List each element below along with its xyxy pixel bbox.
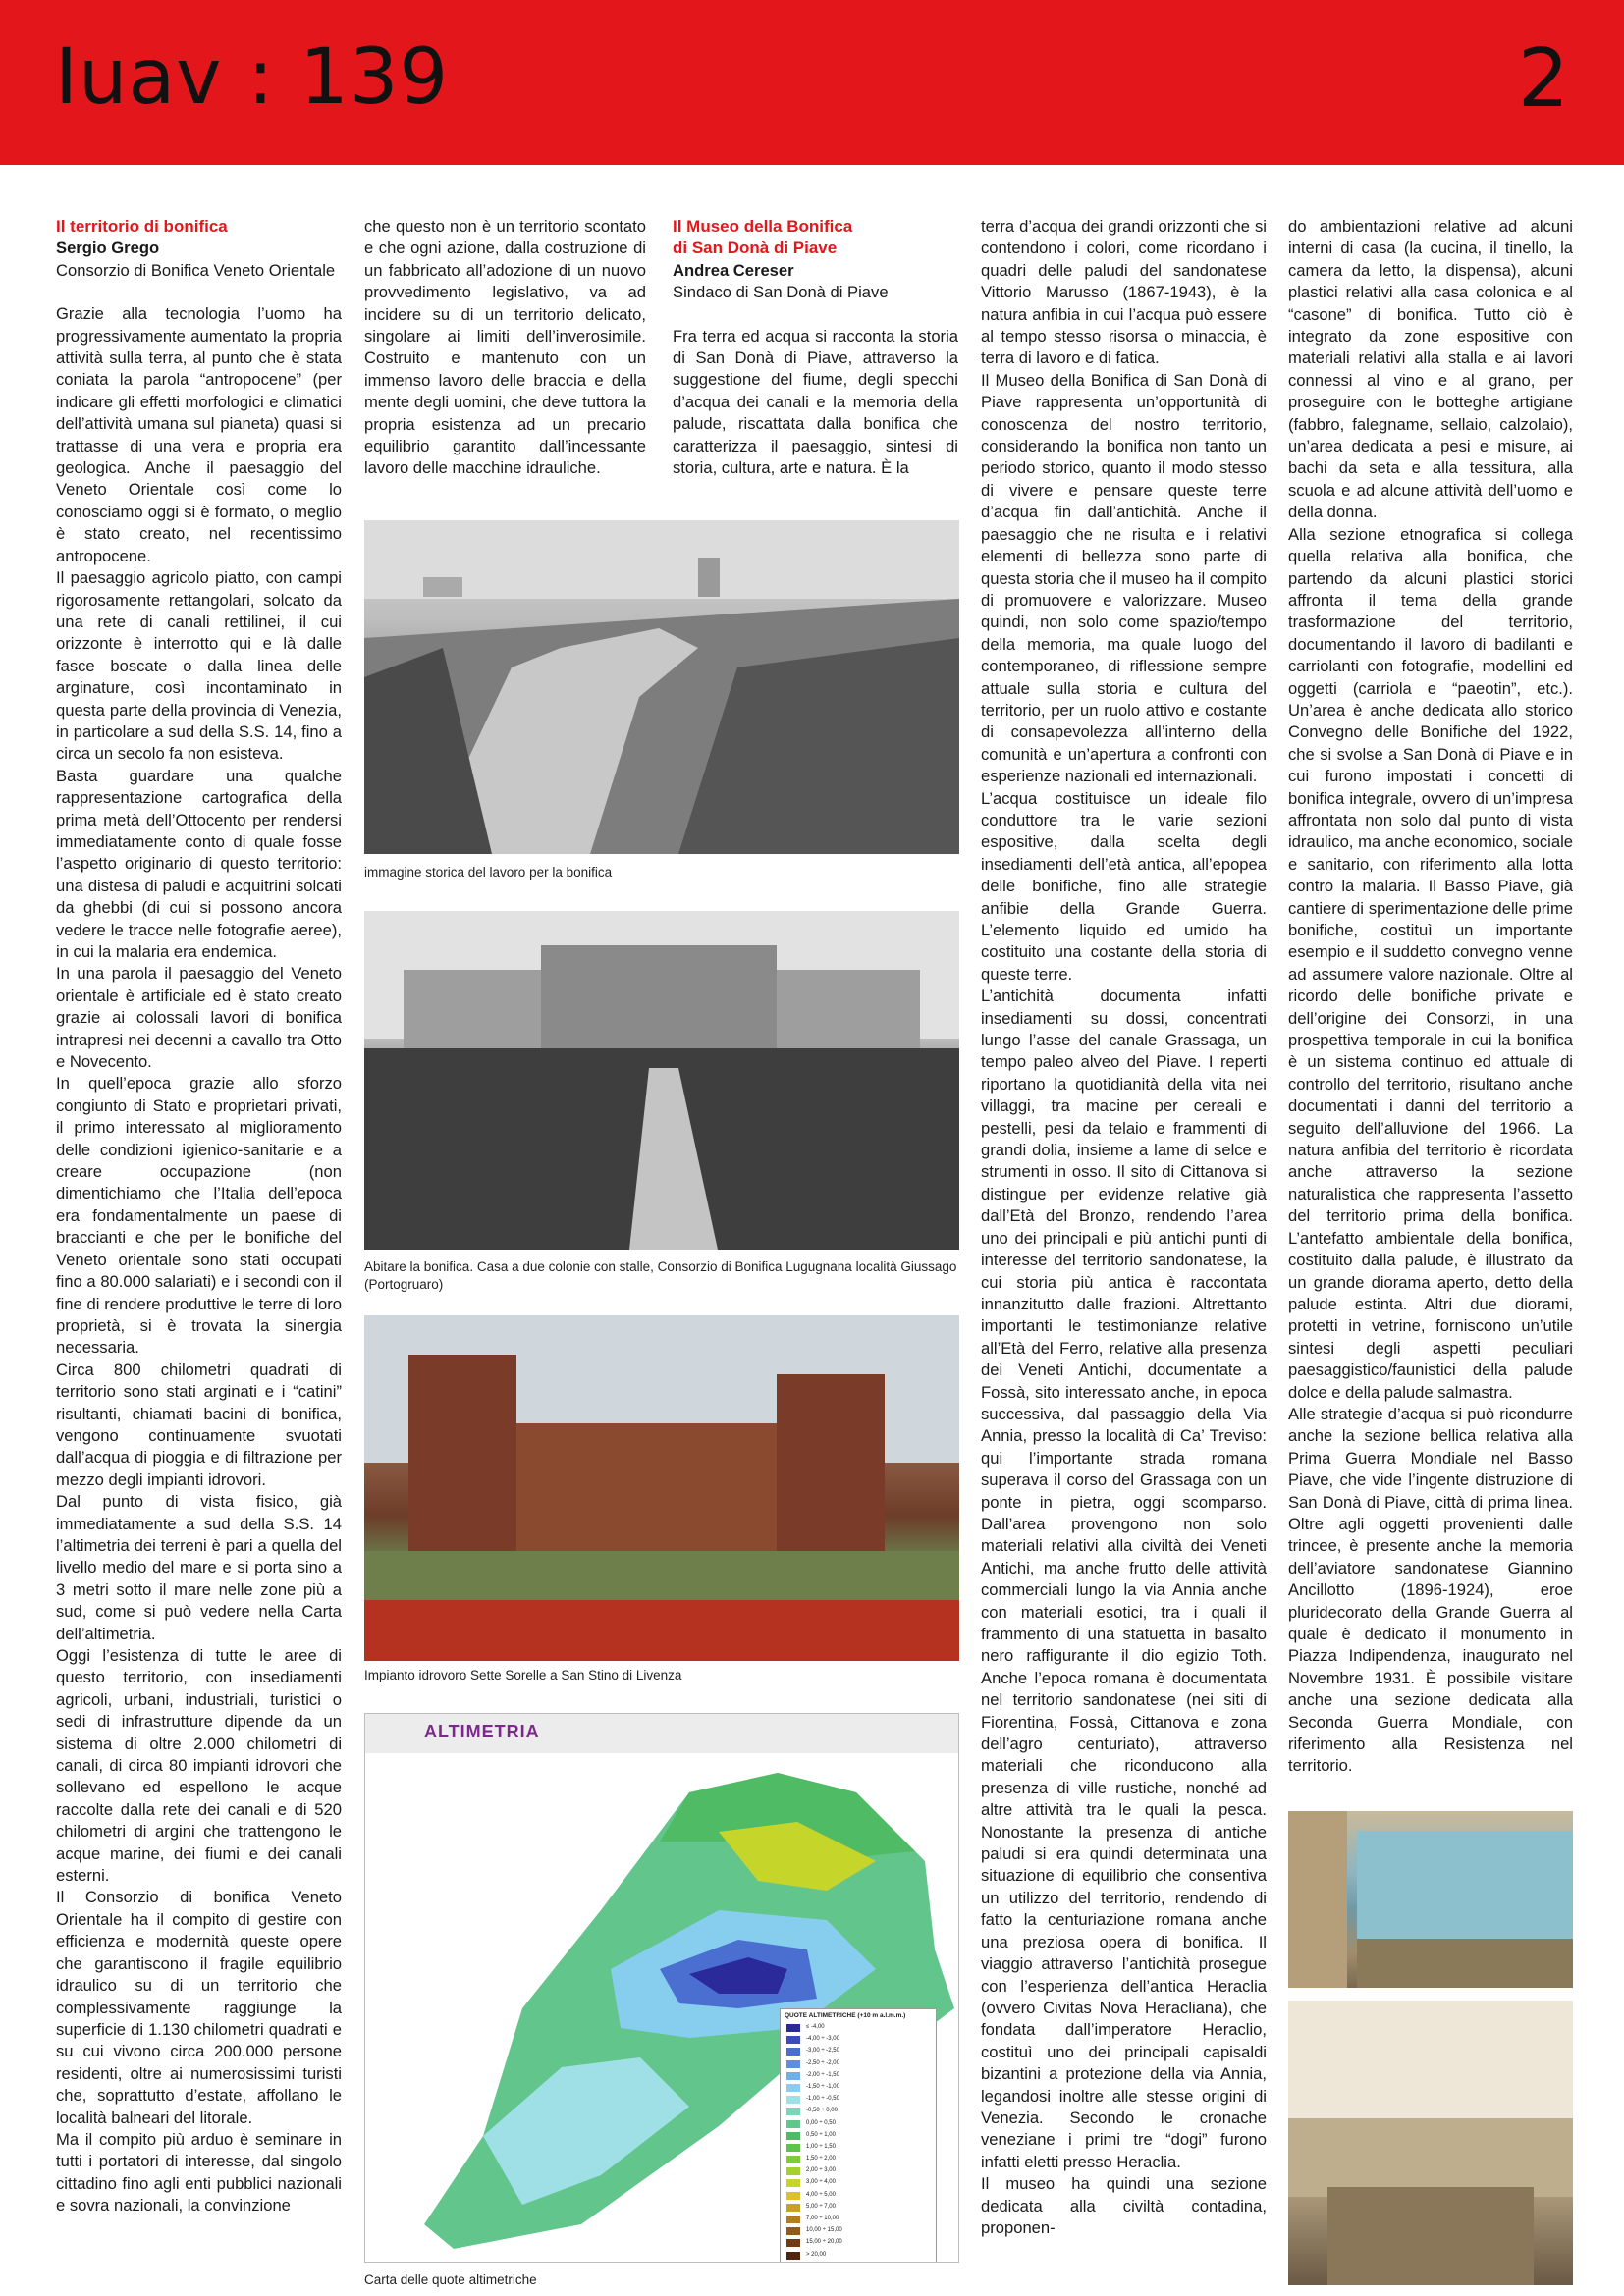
article1-title: Il territorio di bonifica: [56, 217, 228, 236]
figure-caption: immagine storica del lavoro per la bonifica: [364, 865, 613, 880]
legend-row: [781, 2046, 936, 2057]
article1-paragraph: Circa 800 chilometri quadrati di territorio sono stati arginati e i “catini” risultanti, chiamati bacini di bonifica, vengono continuamente svuotati dall’acqua di pioggia e di filtrazione per mezzo degli impianti idrovori.: [56, 1360, 342, 1489]
article1-paragraph: Basta guardare una qualche rappresentazione cartografica della prima metà dell’Ottocento per rendersi immediatamente conto di quale fosse l’aspetto originario di questo territorio: una distesa di paludi e acquitrini solcati da ghebbi (di cui si possono ancora vedere le tracce nelle fotografie aeree), in cui la malaria era endemica.: [56, 766, 342, 961]
article1-paragraph: In una parola il paesaggio del Veneto orientale è artificiale ed è stato creato grazie ai colossali lavori di bonifica intrapresi nei decenni a cavallo tra Otto e Novecento.: [56, 964, 342, 1072]
legend-label: 1,00 ÷ 1,50: [806, 2143, 836, 2150]
legend-row: [781, 2202, 936, 2214]
figure-caption: Impianto idrovoro Sette Sorelle a San Stino di Livenza: [364, 1668, 682, 1682]
legend-rows: [781, 2022, 936, 2262]
article2-paragraph: do ambientazioni relative ad alcuni interni di casa (la cucina, il tinello, la camera da letto, la dispensa), alcuni plastici relativi alla casa colonica e al “casone” di bonifica. Tutto ciò è integrato da zone espositive con materiali relativi alla stalla e ai lavori connessi al vino e al grano, per proseguire con le botteghe artigiane (fabbro, falegname, sellaio, calzolaio), un’area dedicata a pesi e misure, ai bachi da seta e alla tessitura, alla scuola e ad alcune attività dell’uomo e della donna.: [1288, 217, 1573, 522]
article1-paragraph: che questo non è un territorio scontato e che ogni azione, dalla costruzione di un fabbricato all’adozione di un nuovo provvedimento legislativo, va ad incidere su di un territorio delicato, singolare ai limiti dell’inverosimile. Costruito e mantenuto con un immenso lavoro delle braccia e della mente degli uomini, che deve tuttora la propria esistenza ad un precario equilibrio garantito dall’incessante lavoro delle macchine idrauliche.: [364, 217, 646, 478]
legend-swatch: [786, 2084, 800, 2092]
legend-label: > 20,00: [806, 2251, 827, 2258]
legend-row: [781, 2214, 936, 2225]
article1-paragraph: Grazie alla tecnologia l’uomo ha progressivamente aumentato la propria attività sulla terra, al punto che è stata coniata la parola “antropocene” (per indicare gli effetti morfologici e climatici dell’attività umana sul pianeta) quasi si trattasse di una vera e propria era geologica. Anche il paesaggio del Veneto Orientale così come lo conosciamo oggi si è formato, o meglio è stato creato, nel recentissimo antropocene.: [56, 304, 342, 565]
legend-row: [781, 2058, 936, 2070]
legend-swatch: [786, 2156, 800, 2163]
legend-swatch: [786, 2227, 800, 2235]
legend-label: 10,00 ÷ 15,00: [806, 2227, 842, 2234]
article2-paragraph: Alle strategie d’acqua si può ricondurre anche la sezione bellica relativa alla Prima Guerra Mondiale nel Basso Piave, che vide l’ingente distruzione di San Donà di Piave, città di prima linea. Oltre agli oggetti provenienti dalle trincee, è presente anche la memoria dell’aviatore sandonatese Giannino Ancillotto (1896-1924), eroe pluridecorato della Grande Guerra al quale è dedicato il monumento in Piazza Indipendenza, inaugurato nel Novembre 1931. È possibile visitare anche una sezione dedicata alla Seconda Guerra Mondiale, con riferimento alla Resistenza nel territorio.: [1288, 1404, 1573, 1776]
legend-row: [781, 2142, 936, 2154]
article2-affiliation: Sindaco di San Donà di Piave: [673, 283, 889, 302]
farmhouse-photo: [364, 911, 959, 1250]
article1-column-1: [56, 216, 342, 2277]
legend-label: -2,50 ÷ -2,00: [806, 2059, 839, 2066]
legend-label: 0,00 ÷ 0,50: [806, 2119, 836, 2126]
legend-swatch: [786, 2204, 800, 2212]
legend-swatch: [786, 2144, 800, 2152]
legend-swatch: [786, 2132, 800, 2140]
legend-label: -0,50 ÷ 0,00: [806, 2108, 838, 2114]
legend-swatch: [786, 2072, 800, 2080]
historical-canal-work-photo: [364, 520, 959, 854]
legend-swatch: [786, 2060, 800, 2068]
legend-label: 0,50 ÷ 1,00: [806, 2131, 836, 2138]
legend-row: [781, 2094, 936, 2106]
map-title: ALTIMETRIA: [424, 1722, 540, 1741]
legend-swatch: [786, 2179, 800, 2187]
article2-author: Andrea Cereser: [673, 260, 794, 280]
page-number: 2: [1517, 32, 1569, 126]
altimetry-map: [364, 1713, 959, 2263]
article2-column-2: [981, 216, 1267, 2277]
article1-column-2: [364, 216, 646, 491]
legend-label: 15,00 ÷ 20,00: [806, 2239, 842, 2246]
article2-column-1: [673, 216, 958, 510]
legend-swatch: [786, 2048, 800, 2056]
photo-illustration: [1288, 1811, 1573, 1988]
legend-swatch: [786, 2216, 800, 2223]
legend-swatch: [786, 2108, 800, 2115]
legend-swatch: [786, 2252, 800, 2260]
article2-paragraph: Alla sezione etnografica si collega quella relativa alla bonifica, che partendo da alcuni plastici storici affronta il tema della grande trasformazione del territorio, documentando il lavoro di badilanti e carriolanti con fotografie, modellini ed oggetti (carriola e “paeotin”, etc.). Un’area è anche dedicata allo storico Convegno delle Bonifiche del 1922, che si svolse a San Donà di Piave e in cui furono impostati i concetti di bonifica integrale, ovvero di un’impresa affrontata non solo dal punto di vista idraulico, ma anche economico, sociale e sanitario, con riferimento alla lotta contro la malaria. Il Basso Piave, già cantiere di sperimentazione delle prime bonifiche, costituì un importante esempio e il suddetto convegno venne ad assumere valore nazionale. Oltre al ricordo delle bonifiche private e dell’origine dei Consorzi, in una prospettiva temporale in cui la bonifica è un sistema continuo ed attuale di controllo del territorio, risultano anche documentati i danni del territorio a seguito dell’alluvione del 1966. La natura anfibia del territorio è ricordata anche attraverso la sezione naturalistica che rappresenta l’assetto del territorio prima della bonifica. L’antefatto ambientale della bonifica, costituito dalla palude, è illustrato da un grande diorama aperto, detto della palude estinta. Altri due diorami, protetti in vetrine, forniscono un’utile sintesi degli aspetti peculiari paesaggistico/faunistici della palude dolce e della palude salmastra.: [1288, 524, 1573, 1402]
legend-row: [781, 2106, 936, 2117]
legend-label: -3,00 ÷ -2,50: [806, 2048, 839, 2055]
figure-caption: Carta delle quote altimetriche: [364, 2272, 537, 2287]
legend-row: [781, 2190, 936, 2202]
legend-swatch: [786, 2096, 800, 2104]
article2-paragraph: terra d’acqua dei grandi orizzonti che si contendono i colori, come ricordano i quadri delle paludi del sandonatese Vittorio Marusso (1867-1943), è la natura anfibia in cui l’acqua può essere al tempo stesso risorsa o minaccia, è terra di lavoro e di fatica.: [981, 217, 1267, 368]
legend-row: [781, 2154, 936, 2165]
legend-label: -2,00 ÷ -1,50: [806, 2071, 839, 2078]
legend-row: [781, 2165, 936, 2177]
legend-label: 2,00 ÷ 3,00: [806, 2167, 836, 2174]
legend-row: [781, 2034, 936, 2046]
legend-label: 5,00 ÷ 7,00: [806, 2203, 836, 2210]
legend-swatch: [786, 2192, 800, 2200]
photo-illustration: [364, 1315, 959, 1661]
article1-author: Sergio Grego: [56, 239, 160, 258]
legend-row: [781, 2177, 936, 2189]
museum-diorama-photo: [1288, 1811, 1573, 1988]
legend-label: 3,00 ÷ 4,00: [806, 2179, 836, 2186]
legend-label: -1,50 ÷ -1,00: [806, 2083, 839, 2090]
legend-title: QUOTE ALTIMETRICHE (+10 m a.l.m.m.): [785, 2012, 906, 2019]
legend-label: 7,00 ÷ 10,00: [806, 2216, 839, 2221]
article1-paragraph: In quell’epoca grazie allo sforzo congiunto di Stato e proprietari privati, il primo interessato al miglioramento delle condizioni igienico-sanitarie e a creare occupazione (non dimentichiamo che l’Italia dell’epoca era fondamentalmente un paese di braccianti e che per le bonifiche del Veneto orientale sono stati occupati fino a 80.000 salariati) e i secondi con il fine di rendere produttive le terre di loro proprietà, si è trovata la sinergia necessaria.: [56, 1074, 342, 1358]
figure-caption: Abitare la bonifica. Casa a due colonie con stalle, Consorzio di Bonifica Lugugnana località Giussago (Portogruaro): [364, 1259, 957, 1292]
legend-row: [781, 2225, 936, 2237]
article1-paragraph: Dal punto di vista fisico, già immediatamente a sud della S.S. 14 l’altimetria dei terreni è pari a quella del livello medio del mare e si porta sino a 3 metri sotto il mare nelle zone più a sud, come si può vedere nella Carta dell’altimetria.: [56, 1492, 342, 1643]
legend-swatch: [786, 2239, 800, 2247]
page-header: [0, 0, 1624, 165]
journal-title: Iuav : 139: [55, 33, 450, 122]
article2-paragraph: L’acqua costituisce un ideale filo conduttore tra le varie sezioni espositive, dalla scelta degli insediamenti dell’età antica, all’epopea delle bonifiche, fino alle strategie anfibie della Grande Guerra. L’elemento liquido ed umido ha costituito una costante della storia di queste terre.: [981, 788, 1267, 984]
legend-row: [781, 2237, 936, 2249]
article2-title-line2: di San Donà di Piave: [673, 239, 838, 258]
article2-paragraph: Il museo ha quindi una sezione dedicata alla civiltà contadina, proponen-: [981, 2174, 1267, 2237]
legend-label: ≤ -4,00: [806, 2024, 825, 2030]
article1-affiliation: Consorzio di Bonifica Veneto Orientale: [56, 260, 336, 280]
article2-paragraph: Il Museo della Bonifica di San Donà di Piave rappresenta un’opportunità di conoscenza del nostro territorio, considerando la bonifica non tanto un periodo storico, quanto il modo stesso di vivere e pensare queste terre d’acqua fin dall’antichità. Anche il paesaggio che ne risulta e i relativi elementi di bellezza sono parte di questa storia che il museo ha il compito di promuovere e valorizzare. Museo quindi, non solo come spazio/tempo della memoria, ma quale luogo del contemporaneo, di riflessione sempre attuale sulla storia e cultura del territorio, per un ruolo attivo e costante di consapevolezza all’interno della comunità e un’apertura a confronti con esperienze nazionali ed internazionali.: [981, 370, 1267, 786]
article2-paragraph: L’antichità documenta infatti insediamenti su dossi, concentrati lungo l’asse del canale Grassaga, un tempo paleo alveo del Piave. I reperti riportano la quotidianità della vita nei villaggi, tra macine per cereali e pestelli, pesi da telaio e frammenti di grandi dolia, insieme a lame di selce e strumenti in osso. Il sito di Cittanova si distingue per evidenze relative già dall’Età del Bronzo, rendendo l’area uno dei principali e più antichi punti di interesse del territorio sandonatese, la cui storia più antica è raccontata innanzitutto dalle frazioni. Altrettanto importanti le testimonianze relative all’Età del Ferro, relative alla presenza dei Veneti Antichi, documentate a Fossà, sito interessato anche, in epoca successiva, dal passaggio della Via Annia, presso la località di Ca’ Treviso: qui l’importante strada romana superava il corso del Grassaga con un ponte in pietra, oggi scomparso. Dall’area provengono non solo materiali relativi alla civiltà dei Veneti Antichi, ma anche frutto delle attività commerciali lungo la via Annia anche con materiali esotici, tra i quali il frammento di una statuetta in basalto nero raffigurante il dio egizio Toth. Anche l’epoca romana è documentata nel territorio sandonatese (nei siti di Fiorentina, Fossà, Cittanova e zona dell’agro centuriato), attraverso materiali che riconducono alla presenza di ville rustiche, nonché ad altre attività tra le quali la pesca. Nonostante la presenza di antiche paludi si era quindi determinata una situazione di equilibrio che consentiva un utilizzo del territorio, rendendo di fatto la centuriazione romana anche una preziosa opera di bonifica. Il viaggio attraverso l’antichità prosegue con l’esperienza dell’antica Heraclia (ovvero Civitas Nova Heracliana), che fondata dall’imperatore Heraclio, costituì uno dei principali capisaldi bizantini a protezione della via Annia, legandosi inoltre alle stesse origini di Venezia. Secondo le cronache veneziane i primi tre “dogi” furono infatti eletti presso Heraclia.: [981, 987, 1267, 2171]
legend-swatch: [786, 2024, 800, 2032]
photo-illustration: [1288, 2001, 1573, 2285]
museum-room-photo: [1288, 2001, 1573, 2285]
legend-row: [781, 2130, 936, 2142]
legend-swatch: [786, 2036, 800, 2044]
legend-swatch: [786, 2167, 800, 2175]
photo-illustration: [364, 911, 959, 1250]
legend-swatch: [786, 2120, 800, 2128]
map-legend: [780, 2008, 937, 2263]
article2-title-line1: Il Museo della Bonifica: [673, 217, 853, 236]
legend-label: 4,00 ÷ 5,00: [806, 2191, 836, 2198]
legend-label: -4,00 ÷ -3,00: [806, 2036, 839, 2043]
article2-column-3: [1288, 216, 1573, 1806]
article2-paragraph: Fra terra ed acqua si racconta la storia di San Donà di Piave, attraverso la suggestione del fiume, degli specchi d’acqua dei canali e la memoria della palude, riscattata dalla bonifica che caratterizza il paesaggio, sintesi di storia, cultura, arte e natura. È la: [673, 326, 958, 478]
photo-illustration: [364, 520, 959, 854]
legend-row: [781, 2070, 936, 2082]
legend-row: [781, 2250, 936, 2262]
article1-paragraph: Il Consorzio di bonifica Veneto Orientale ha il compito di gestire con efficienza e modernità queste opere che garantiscono il fragile equilibrio idraulico su di un territorio che complessivamente raggiunge la superficie di 1.130 chilometri quadrati e su cui vivono circa 200.000 persone residenti, oltre ai numerosissimi turisti che, soprattutto d’estate, affollano le località balneari del litorale.: [56, 1888, 342, 2127]
pumping-plant-photo: [364, 1315, 959, 1661]
legend-row: [781, 2118, 936, 2130]
legend-label: -1,00 ÷ -0,50: [806, 2096, 839, 2103]
legend-row: [781, 2082, 936, 2094]
article1-paragraph: Il paesaggio agricolo piatto, con campi rigorosamente rettangolari, solcato da una rete di canali rettilinei, il cui orizzonte è interrotto qui e là dalle fasce boscate o dalla linea delle arginature, così incontaminato in questa parte della provincia di Venezia, in particolare a sud della S.S. 14, fino a circa un secolo fa non esisteva.: [56, 568, 342, 764]
legend-label: 1,50 ÷ 2,00: [806, 2156, 836, 2163]
article1-paragraph: Oggi l’esistenza di tutte le aree di questo territorio, con insediamenti agricoli, urbani, industriali, turistici o sedi di infrastrutture dipende da un sistema di oltre 2.000 chilometri di canali, di circa 80 impianti idrovori che sollevano ed espellono le acque raccolte dalla rete dei canali e di 520 chilometri di argini che trattengono le acque marine, dei fiumi e dei canali esterni.: [56, 1646, 342, 1886]
article1-paragraph: Ma il compito più arduo è seminare in tutti i portatori di interesse, dal singolo cittadino fino agli enti pubblici nazionali e sovra nazionali, la convinzione: [56, 2129, 342, 2216]
legend-row: [781, 2022, 936, 2034]
